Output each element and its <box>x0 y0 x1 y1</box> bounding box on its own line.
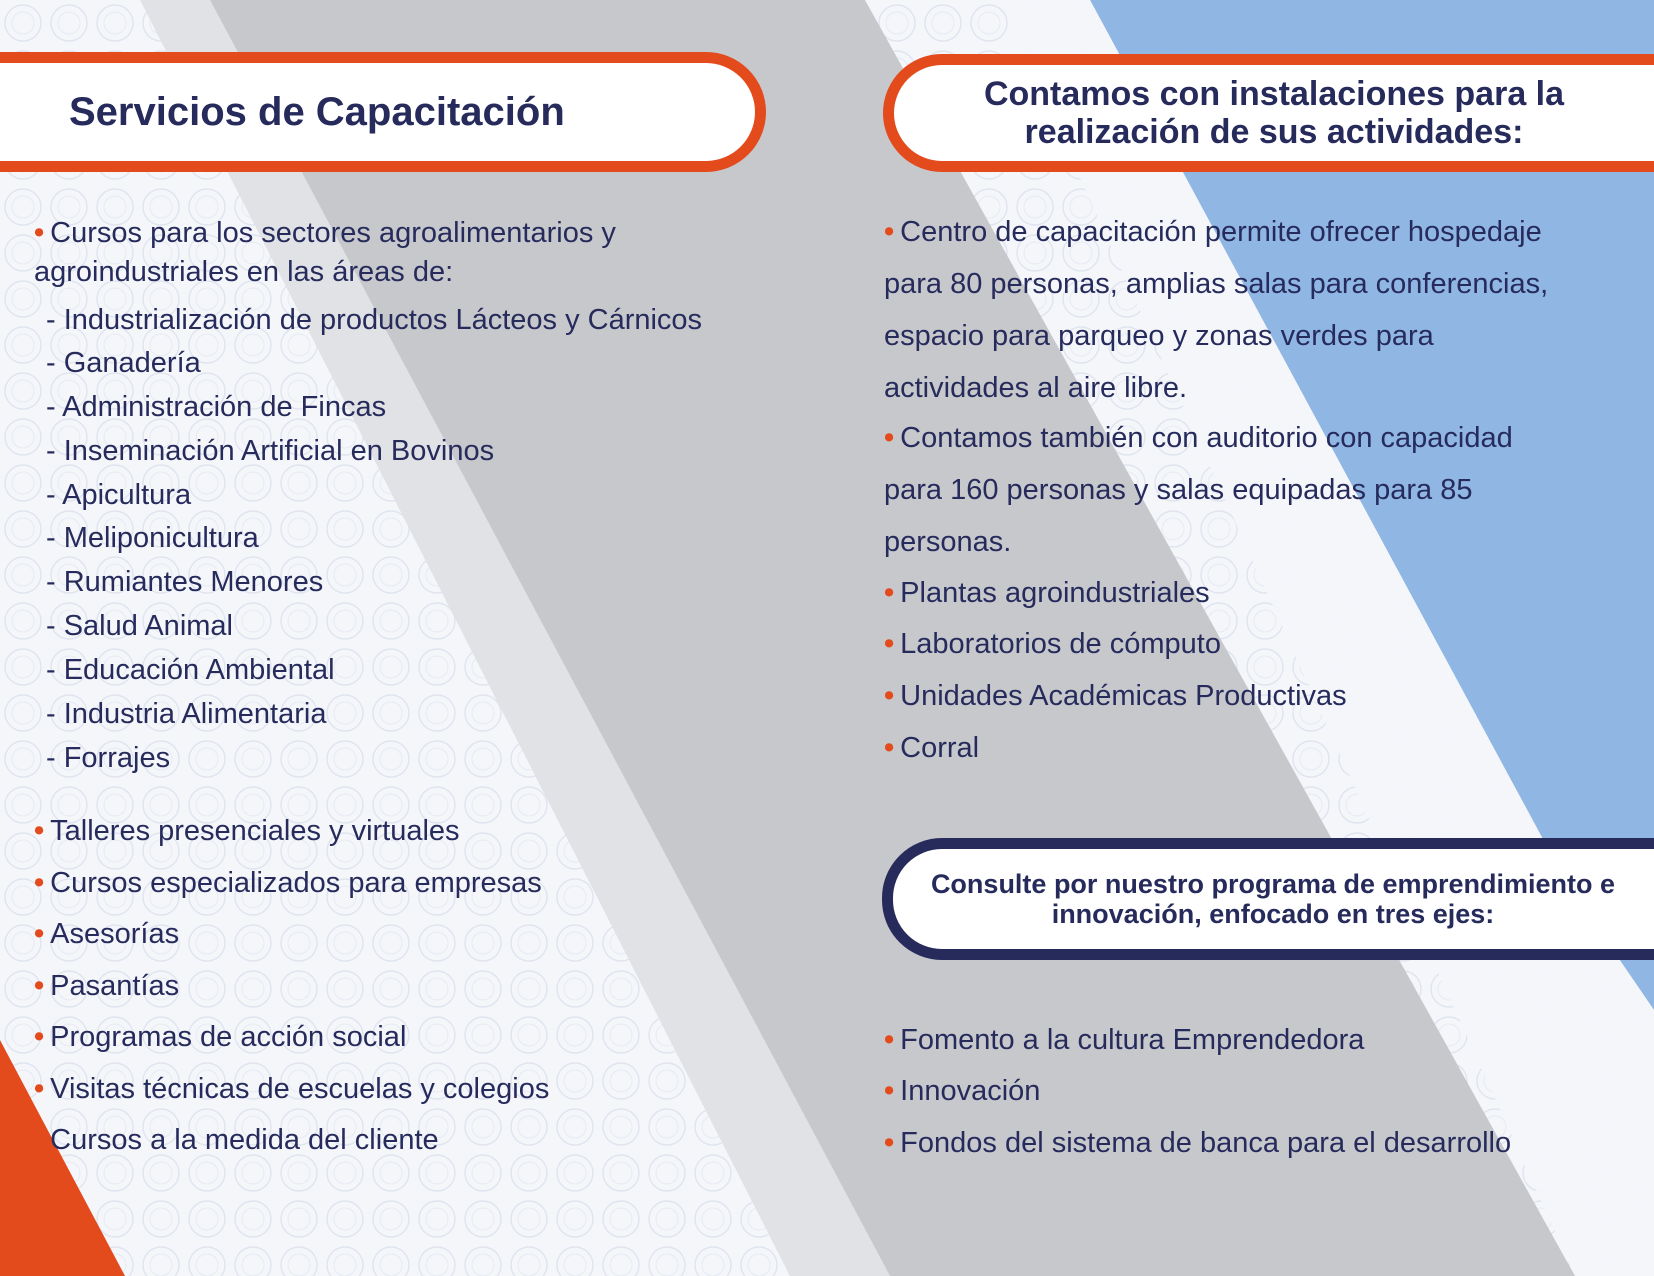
area-item: - Industrialización de productos Lácteos y Cárnicos <box>46 304 703 336</box>
area-item: - Rumiantes Menores <box>46 566 324 598</box>
facility-auditorium-text: • Contamos también con auditorio con capacidad para 160 personas y salas equipadas para 85 personas. <box>884 422 1513 558</box>
facility-item: • Corral <box>884 732 980 764</box>
left-header-pill <box>0 52 766 172</box>
courses-intro: • Cursos para los sectores agroalimentarios y agroindustriales en las áreas de: <box>34 217 616 288</box>
bullet-dot: • <box>34 217 45 249</box>
left-header-title: Servicios de Capacitación <box>69 89 565 134</box>
facility-item: • Plantas agroindustriales <box>884 577 1210 609</box>
area-item: - Inseminación Artificial en Bovinos <box>46 435 495 467</box>
consult-title: Consulte por nuestro programa de emprendimiento e innovación, enfocado en tres ejes: <box>930 869 1616 929</box>
area-item: - Industria Alimentaria <box>46 698 327 730</box>
consult-pill <box>882 838 1654 960</box>
right-header-title: Contamos con instalaciones para la realización de sus actividades: <box>983 75 1565 151</box>
axis-item: • Innovación <box>884 1075 1041 1107</box>
area-item: - Forrajes <box>46 742 171 774</box>
area-item: - Salud Animal <box>46 610 233 642</box>
service-item: • Visitas técnicas de escuelas y colegios <box>34 1073 550 1105</box>
right-header-pill <box>883 54 1654 172</box>
service-item: • Cursos especializados para empresas <box>34 867 542 899</box>
area-item: - Apicultura <box>46 479 192 511</box>
service-item: • Programas de acción social <box>34 1021 407 1053</box>
facility-item: • Unidades Académicas Productivas <box>884 680 1347 712</box>
area-item: - Meliponicultura <box>46 522 259 554</box>
axis-item: • Fondos del sistema de banca para el desarrollo <box>884 1127 1512 1159</box>
facility-center-text: • Centro de capacitación permite ofrecer hospedaje para 80 personas, amplias salas para conferencias, espacio para parqueo y zonas verdes para actividades al aire libre. <box>884 216 1549 404</box>
facility-item: • Laboratorios de cómputo <box>884 628 1221 660</box>
service-item: • Cursos a la medida del cliente <box>34 1124 439 1156</box>
service-item: • Pasantías <box>34 970 180 1002</box>
axis-item: • Fomento a la cultura Emprendedora <box>884 1024 1365 1056</box>
service-item: • Talleres presenciales y virtuales <box>34 815 460 847</box>
service-item: • Asesorías <box>34 918 180 950</box>
area-item: - Ganadería <box>46 347 201 379</box>
area-item: - Educación Ambiental <box>46 654 335 686</box>
area-item: - Administración de Fincas <box>46 391 387 423</box>
